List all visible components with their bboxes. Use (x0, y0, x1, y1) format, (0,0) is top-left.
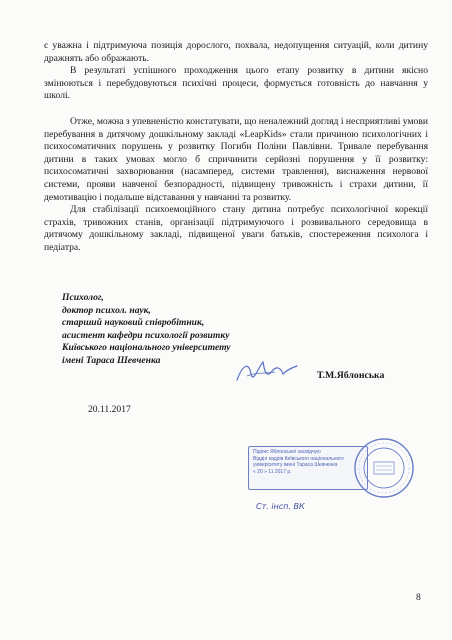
paragraph-conclusion: Отже, можна з упевненістю констатувати, що неналежний догляд і несприятливі умови перебування в дитячому дошкільному закладі «LeapKids» стали причиною психологічних і психосоматичних порушень у розвитку Погиби Поліни Павлівни. Тривале перебування дитини в таких умовах могло б спричинити серйозні порушення у її розвитку: психосоматичні захворювання (насамперед, системи травлення), виснаження нервової системи, прояви навченої безпорадності, підвищену тривожність і страхи дитини, її демотивацію і подальше відставання у навчанні та розвитку. (44, 115, 428, 203)
credential-line: Психолог, (62, 292, 104, 303)
handwritten-signature (233, 356, 303, 390)
credential-line: асистент кафедри психології розвитку (62, 329, 230, 341)
credential-line: імені Тараса Шевченка (62, 354, 161, 366)
paragraph-continuation: є уважна і підтримуюча позиція дорослого, похвала, недопущення ситуацій, коли дитину дражнять або ображають. (44, 40, 428, 64)
stamp-line: « 20 » 11 2017 р. (253, 468, 292, 475)
credential-line: Київського національного університету (62, 342, 231, 354)
credential-line: доктор психол. наук, (62, 304, 151, 316)
credential-line: старший науковий співробітник, (62, 317, 205, 329)
document-date: 20.11.2017 (88, 404, 131, 415)
handwritten-inspector-note: Ст. інсп. ВК (256, 502, 305, 511)
stamp-line: університету імені Тараса Шевченка (253, 462, 338, 469)
paragraph-recommendation: Для стабілізації психоемоційного стану дитина потребує психологічної корекції страхів, тривожних станів, організації підтримуючого і розвивального середовища в дитячому дошкільному закладі, підвищеної уваги батьків, спостереження психолога і педіатра. (44, 204, 428, 253)
page-number: 8 (416, 592, 421, 603)
hr-certification-stamp (248, 446, 368, 490)
stamp-line: Відділ кадрів Київського національного (253, 455, 344, 462)
stamp-line: Підпис Яблонської засвідчую (253, 449, 321, 455)
paragraph-spacer (44, 103, 428, 116)
paragraph-development-result: В результаті успішного проходження цього етапу розвитку в дитини якісно змінюються і перебудовуються психічні процеси, формується готовність до навчання у школі. (44, 65, 428, 102)
round-seal-icon (352, 436, 416, 500)
certification-stamp (248, 436, 418, 526)
document-body (44, 40, 428, 255)
signer-name: Т.М.Яблонська (317, 370, 385, 381)
